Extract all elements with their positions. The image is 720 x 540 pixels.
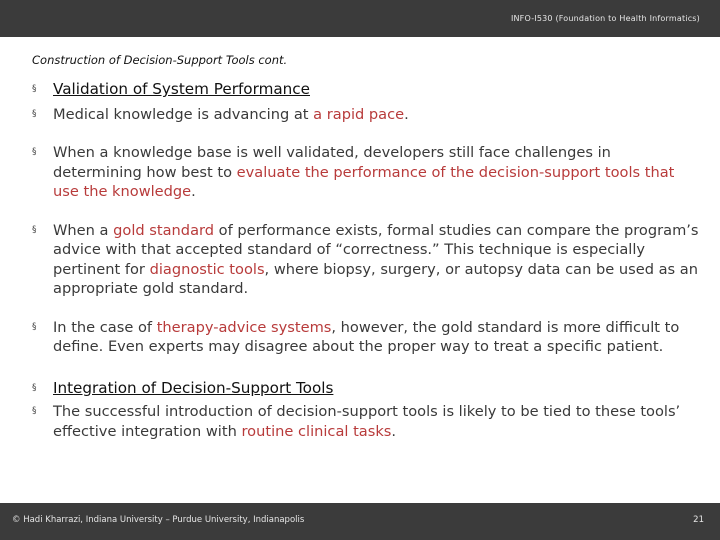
bullet-text: . bbox=[191, 183, 196, 200]
slide-subtitle: Construction of Decision-Support Tools cont. bbox=[32, 53, 288, 67]
copyright-text: © Hadi Kharrazi, Indiana University – Purdue University, Indianapolis bbox=[12, 515, 305, 525]
highlight-text: therapy-advice systems bbox=[156, 318, 332, 336]
bullet-text: , however, the gold standard is more difficult to define. Even experts may disagree about the proper way to treat a specific patient. bbox=[53, 318, 680, 355]
bullet-text: When a knowledge base is well validated, developers still face challenges in determining how best to bbox=[53, 144, 611, 181]
highlight-text: diagnostic tools bbox=[149, 260, 265, 278]
bullet-text: . bbox=[391, 422, 397, 440]
bullet-text: The successful introduction of decision-support tools is likely to be tied to these tools’ effective integration with bbox=[53, 403, 681, 440]
bullet-marker-icon: § bbox=[32, 321, 37, 332]
section-heading-validation: Validation of System Performance bbox=[53, 80, 310, 98]
section-heading-integration: Integration of Decision-Support Tools bbox=[53, 378, 334, 397]
slide-content bbox=[32, 80, 702, 441]
highlight-text: gold standard bbox=[113, 221, 215, 239]
footer-bar bbox=[0, 503, 720, 540]
bullet-medical-knowledge bbox=[32, 105, 702, 125]
bullet-marker-icon: § bbox=[32, 224, 37, 235]
bullet-knowledge-base bbox=[32, 143, 702, 202]
highlight-text: routine clinical tasks bbox=[241, 422, 392, 440]
bullet-text: . bbox=[404, 105, 409, 123]
bullet-gold-standard bbox=[32, 221, 702, 299]
bullet-marker-icon: § bbox=[32, 147, 37, 157]
highlight-text: evaluate the performance of the decision-support tools that use the knowledge bbox=[53, 163, 675, 200]
bullet-text: , where biopsy, surgery, or autopsy data can be used as an appropriate gold standard. bbox=[53, 260, 698, 297]
course-title: INFO-I530 (Foundation to Health Informatics) bbox=[510, 14, 700, 23]
bullet-text: When a bbox=[53, 221, 114, 239]
header-bar bbox=[0, 0, 720, 37]
bullet-marker-icon: § bbox=[32, 406, 37, 416]
bullet-validation-heading bbox=[32, 80, 702, 100]
bullet-text: Medical knowledge is advancing at bbox=[53, 105, 314, 123]
bullet-therapy-advice bbox=[32, 318, 702, 357]
bullet-marker-icon: § bbox=[32, 382, 37, 393]
page-number: 21 bbox=[693, 515, 704, 525]
bullet-text: In the case of bbox=[53, 318, 157, 336]
bullet-marker-icon: § bbox=[32, 108, 37, 119]
bullet-integration-heading bbox=[32, 379, 702, 399]
bullet-text: of performance exists, formal studies can compare the program’s advice with that accepted standard of “correctness.” This technique is especially pertinent for bbox=[53, 221, 699, 278]
bullet-marker-icon: § bbox=[32, 84, 37, 94]
bullet-successful-introduction bbox=[32, 402, 702, 441]
highlight-text: a rapid pace bbox=[313, 105, 405, 123]
